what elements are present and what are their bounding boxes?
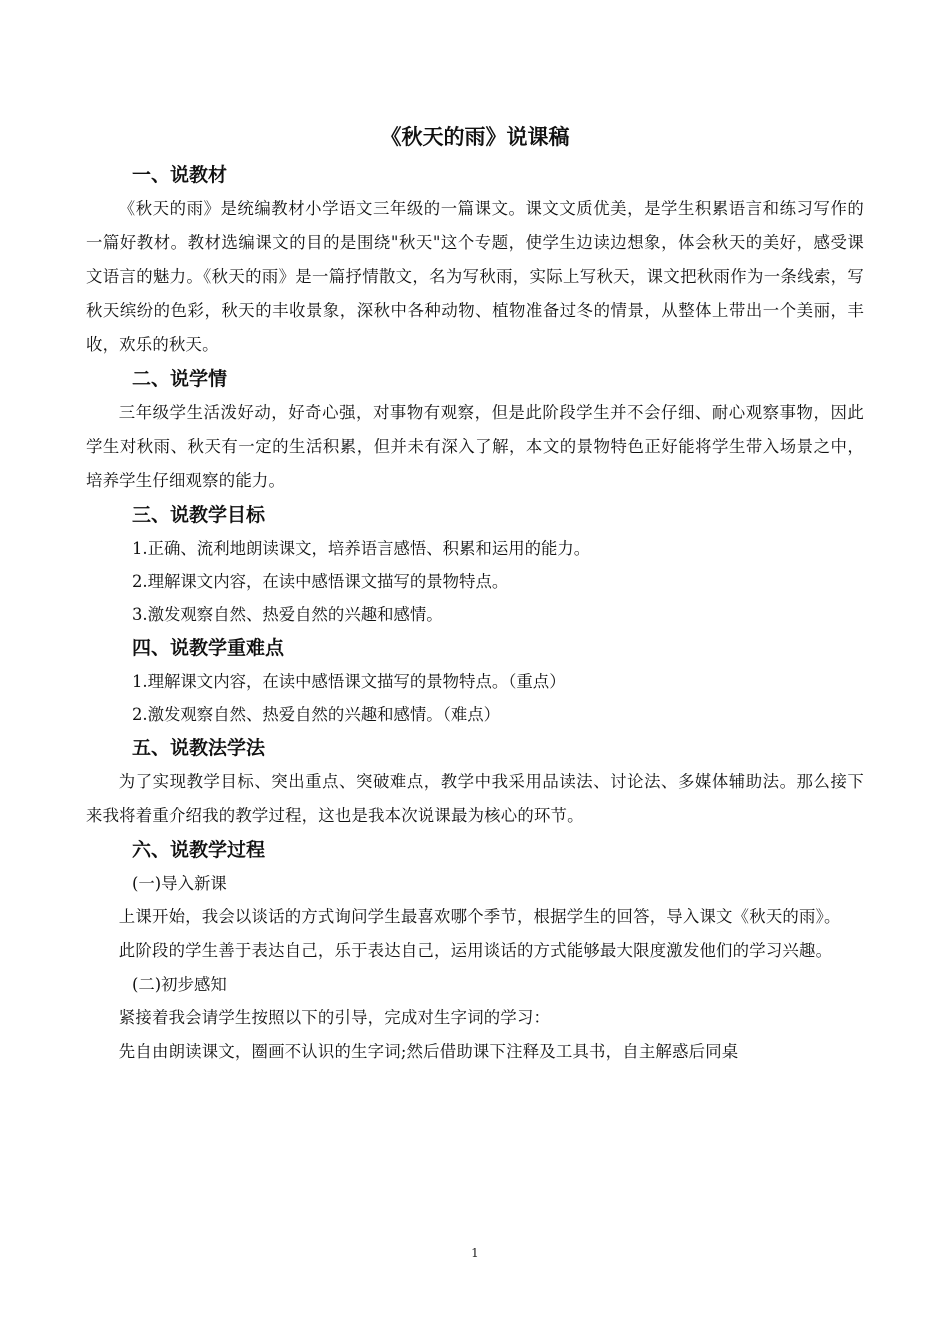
paragraph: 先自由朗读课文，圈画不认识的生字词;然后借助课下注释及工具书，自主解惑后同桌 — [118, 1042, 739, 1061]
section-heading: 六、说教学过程 — [132, 839, 266, 861]
document-body — [86, 118, 864, 1069]
paragraph: 《秋天的雨》是统编教材小学语文三年级的一篇课文。课文文质优美，是学生积累语言和练习写作的一篇好教材。教材选编课文的目的是围绕"秋天"这个专题，使学生边读边想象，体会秋天的美好，感受课文语言的魅力。《秋天的雨》是一篇抒情散文，名为写秋雨，实际上写秋天，课文把秋雨作为一条线索，写秋天缤纷的色彩，秋天的丰收景象，深秋中各种动物、植物准备过冬的情景，从整体上带出一个美丽，丰收，欢乐的秋天。 — [86, 199, 864, 354]
list-item: 2.激发观察自然、热爱自然的兴趣和感情。（难点） — [132, 705, 501, 724]
paragraph: 上课开始，我会以谈话的方式询问学生最喜欢哪个季节，根据学生的回答，导入课文《秋天的雨》。 — [118, 907, 841, 926]
paragraph: 为了实现教学目标、突出重点、突破难点，教学中我采用品读法、讨论法、多媒体辅助法。那么接下来我将着重介绍我的教学过程，这也是我本次说课最为核心的环节。 — [86, 772, 864, 825]
list-item: 3.激发观察自然、热爱自然的兴趣和感情。 — [132, 605, 443, 624]
section-heading: 一、说教材 — [132, 164, 228, 186]
paragraph: 三年级学生活泼好动，好奇心强，对事物有观察，但是此阶段学生并不会仔细、耐心观察事物，因此学生对秋雨、秋天有一定的生活积累，但并未有深入了解，本文的景物特色正好能将学生带入场景之中，培养学生仔细观察的能力。 — [86, 403, 864, 490]
page-number: 1 — [471, 1246, 479, 1260]
paragraph: 紧接着我会请学生按照以下的引导，完成对生字词的学习： — [118, 1008, 551, 1027]
list-item: 1.理解课文内容，在读中感悟课文描写的景物特点。（重点） — [132, 672, 566, 691]
section-heading: 五、说教法学法 — [132, 737, 266, 759]
subheading: (二)初步感知 — [132, 975, 227, 994]
section-heading: 三、说教学目标 — [132, 504, 266, 526]
section-heading: 二、说学情 — [132, 368, 228, 390]
document-title: 《秋天的雨》说课稿 — [380, 125, 570, 149]
subheading: (一)导入新课 — [132, 874, 227, 893]
list-item: 1.正确、流利地朗读课文，培养语言感悟、积累和运用的能力。 — [132, 539, 591, 558]
section-heading: 四、说教学重难点 — [132, 637, 285, 659]
list-item: 2.理解课文内容，在读中感悟课文描写的景物特点。 — [132, 572, 509, 591]
paragraph: 此阶段的学生善于表达自己，乐于表达自己，运用谈话的方式能够最大限度激发他们的学习兴趣。 — [118, 941, 833, 960]
